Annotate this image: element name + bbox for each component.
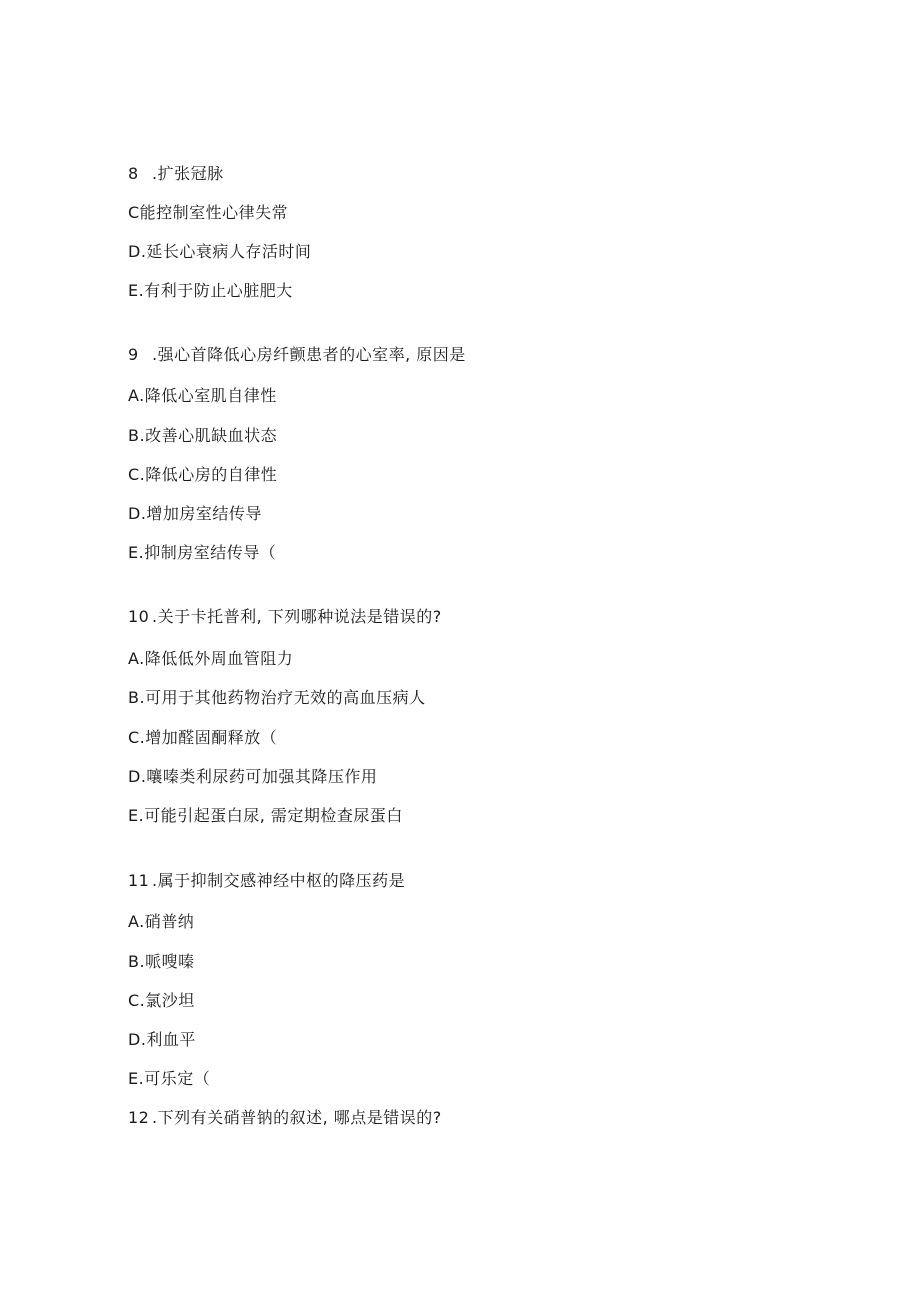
option-line: A.降低心室肌自律性 xyxy=(128,386,277,405)
question-11 xyxy=(128,871,405,891)
question-8 xyxy=(128,164,224,184)
option-line: D.延长心衰病人存活时间 xyxy=(128,242,312,261)
question-9 xyxy=(128,345,466,365)
option-line: C.降低心房的自律性 xyxy=(128,465,278,484)
option-line: D.嚷嗪类利尿药可加强其降压作用 xyxy=(128,767,378,786)
question-text: .关于卡托普利, 下列哪种说法是错误的? xyxy=(152,607,442,626)
question-12 xyxy=(128,1108,442,1128)
option-line: C.氯沙坦 xyxy=(128,991,195,1010)
option-line: D.利血平 xyxy=(128,1030,196,1049)
question-text: .扩张冠脉 xyxy=(152,164,224,183)
question-text: .强心首降低心房纤颤患者的心室率, 原因是 xyxy=(152,345,466,364)
question-number: 11 xyxy=(128,871,150,890)
question-number: 12 xyxy=(128,1108,150,1127)
option-line: B.哌嗖嗪 xyxy=(128,952,195,971)
option-line: E.可能引起蛋白尿, 需定期检查尿蛋白 xyxy=(128,806,403,825)
option-line: B.可用于其他药物治疗无效的高血压病人 xyxy=(128,688,426,707)
question-10 xyxy=(128,607,442,627)
option-line: E.可乐定（ xyxy=(128,1069,211,1088)
option-line: C.增加醛固酮释放（ xyxy=(128,728,278,747)
option-line: A.硝普纳 xyxy=(128,912,195,931)
question-text: .下列有关硝普钠的叙述, 哪点是错误的? xyxy=(152,1108,442,1127)
question-text: .属于抑制交感神经中枢的降压药是 xyxy=(152,871,406,890)
option-line: D.增加房室结传导 xyxy=(128,504,262,523)
option-line: A.降低低外周血管阻力 xyxy=(128,649,294,668)
question-number: 10 xyxy=(128,607,150,626)
option-line: E.抑制房室结传导（ xyxy=(128,543,277,562)
option-line: C能控制室性心律失常 xyxy=(128,203,289,222)
option-line: B.改善心肌缺血状态 xyxy=(128,426,278,445)
option-line: E.有利于防止心脏肥大 xyxy=(128,281,293,300)
question-number: 8 xyxy=(128,164,139,183)
question-number: 9 xyxy=(128,345,139,364)
